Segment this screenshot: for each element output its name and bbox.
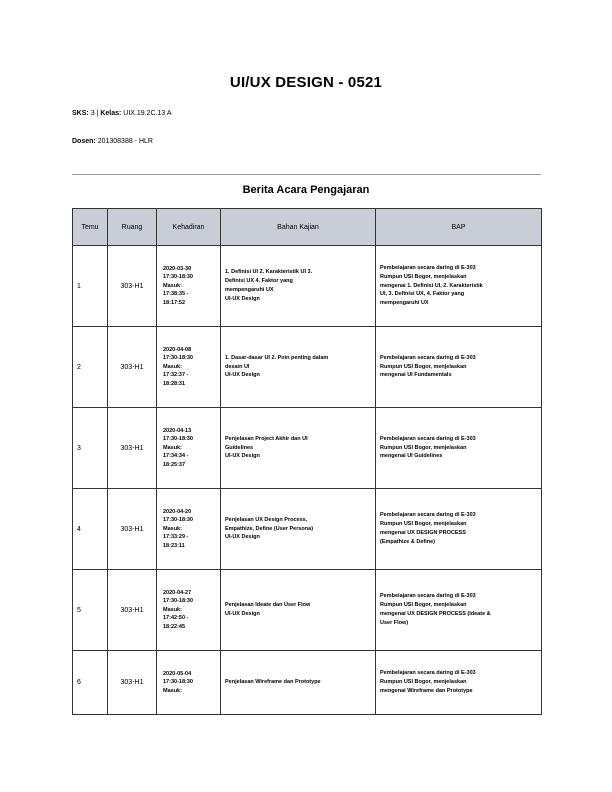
header-kehadiran: Kehadiran [157, 209, 221, 246]
cell-bahan-kajian [221, 570, 376, 651]
cell-kehadiran-line: 17:30-18:30 [163, 598, 193, 605]
header-ruang: Ruang [108, 209, 157, 246]
cell-kehadiran-line: 17:42:50 - [163, 615, 189, 622]
cell-bap-line: mengenai 1. Definisi UI, 2. Karakteristik [380, 282, 483, 289]
cell-bap [376, 327, 542, 408]
cell-temu: 1 [73, 246, 108, 327]
cell-bap-line: mengenai UX DESIGN PROCESS [380, 530, 466, 536]
cell-bap-line: mengenai UI Fundamentals [380, 372, 452, 379]
cell-bap [376, 408, 542, 489]
cell-kehadiran-line: 17:30-18:30 [163, 274, 193, 281]
cell-kehadiran-line: 2020-04-27 [163, 589, 192, 596]
cell-kehadiran-line: 17:30-18:30 [163, 679, 193, 686]
cell-bap [376, 489, 542, 570]
cell-bap-line: Rumpun USI Bogor, menjelaskan [380, 444, 467, 451]
cell-bap-line: User Flow) [380, 619, 409, 626]
cell-kehadiran-line: 2020-04-08 [163, 346, 192, 353]
cell-kehadiran-line: 17:38:35 - [163, 291, 189, 298]
cell-kehadiran [157, 489, 221, 570]
cell-ruang: 303-H1 [108, 246, 157, 327]
table-header-row [73, 209, 542, 246]
table-row [73, 651, 542, 715]
cell-kehadiran-line: 17:34:34 - [163, 453, 189, 460]
cell-kehadiran [157, 408, 221, 489]
cell-bahan-kajian-line: 1. Dasar-dasar UI 2. Poin penting dalam [225, 354, 329, 361]
cell-kehadiran-line: 2020-05-04 [163, 670, 192, 677]
cell-temu: 4 [73, 489, 108, 570]
table-row [73, 489, 542, 570]
cell-bahan-kajian-line: Definisi UX 4. Faktor yang [225, 278, 293, 285]
cell-kehadiran-line: 17:32:37 - [163, 372, 189, 379]
cell-kehadiran [157, 570, 221, 651]
cell-bap [376, 570, 542, 651]
cell-kehadiran-line: 17:33:29 - [163, 534, 189, 541]
cell-bap-line: Pembelajaran secara daring di E-303 [380, 354, 476, 361]
cell-bahan-kajian [221, 489, 376, 570]
table-row [73, 246, 542, 327]
cell-kehadiran-line: Masuk: [163, 363, 182, 370]
cell-ruang: 303-H1 [108, 408, 157, 489]
cell-bap-line: Pembelajaran secara daring di E-303 [380, 593, 476, 600]
cell-bap-line: mempengaruhi UX [380, 300, 429, 307]
dosen-label: Dosen: [72, 138, 96, 145]
cell-kehadiran-line: 18:23:11 [163, 542, 185, 549]
cell-bap-line: Pembelajaran secara daring di E-303 [380, 265, 476, 271]
cell-kehadiran-line: Masuk: [163, 444, 182, 451]
cell-bap-line: mengenai UX DESIGN PROCESS (Ideate & [380, 611, 491, 617]
cell-bap-line: mengenai UI Guidelines [380, 453, 443, 460]
header-bahan-kajian: Bahan Kajian [221, 209, 376, 246]
cell-bahan-kajian-line: UI-UX Design [225, 372, 260, 379]
cell-bahan-kajian-line: UI-UX Design [225, 534, 260, 541]
cell-temu: 5 [73, 570, 108, 651]
section-title: Berita Acara Pengajaran [242, 184, 370, 196]
cell-bahan-kajian-line: Penjelasan Wireframe dan Prototype [225, 679, 321, 686]
cell-bap [376, 651, 542, 715]
cell-kehadiran-line: Masuk: [163, 687, 182, 694]
cell-bahan-kajian-line: Penjelasan Project Akhir dan UI [225, 435, 308, 442]
cell-bahan-kajian-line: 1. Definisi UI 2. Karakteristik UI 3. [225, 269, 313, 276]
cell-kehadiran-line: Masuk: [163, 525, 182, 532]
cell-bap-line: Rumpun USI Bogor, menjelaskan [380, 273, 467, 280]
cell-kehadiran-line: 2020-03-30 [163, 265, 192, 272]
kelas-value: UIX.19.2C.13 A [123, 110, 172, 117]
cell-kehadiran-line: 2020-04-13 [163, 427, 192, 434]
cell-bahan-kajian [221, 327, 376, 408]
cell-bahan-kajian-line: UI-UX Design [225, 295, 260, 302]
divider [72, 174, 541, 175]
cell-bahan-kajian [221, 246, 376, 327]
cell-kehadiran-line: 17:30-18:30 [163, 517, 193, 524]
cell-kehadiran-line: 18:22:45 [163, 623, 186, 630]
cell-bahan-kajian-line: desain UI [225, 363, 250, 370]
cell-bap-line: Pembelajaran secara daring di E-303 [380, 670, 476, 677]
cell-temu: 3 [73, 408, 108, 489]
cell-bap-line: Rumpun USI Bogor, menjelaskan [380, 521, 467, 528]
course-meta [72, 110, 172, 117]
cell-bahan-kajian-line: UI-UX Design [225, 453, 260, 460]
cell-bahan-kajian-line: UI-UX Design [225, 611, 260, 617]
cell-bahan-kajian-line: Empathize, Define (User Persona) [225, 525, 314, 532]
cell-kehadiran-line: 18:28:31 [163, 380, 186, 387]
cell-kehadiran-line: 2020-04-20 [163, 508, 192, 515]
cell-bap-line: UI, 3. Definisi UX, 4. Faktor yang [380, 291, 465, 298]
cell-bap [376, 246, 542, 327]
header-bap: BAP [376, 209, 542, 246]
cell-bap-line: Rumpun USI Bogor, menjelaskan [380, 602, 467, 609]
cell-kehadiran-line: 17:30-18:30 [163, 436, 193, 443]
cell-bahan-kajian-line: Guidelines [225, 444, 254, 451]
dosen-value: 201308388 - HLR [97, 138, 153, 145]
table-body [73, 246, 542, 715]
cell-kehadiran-line: Masuk: [163, 606, 182, 613]
cell-bahan-kajian [221, 408, 376, 489]
sks-label: SKS: [72, 110, 89, 117]
cell-bahan-kajian-line: Penjelasan UX Design Process, [225, 516, 308, 523]
cell-kehadiran-line: 18:25:37 [163, 461, 186, 468]
cell-ruang: 303-H1 [108, 489, 157, 570]
table-row [73, 408, 542, 489]
cell-kehadiran-line: 17:30-18:30 [163, 355, 193, 362]
cell-bahan-kajian-line: mempengaruhi UX [225, 287, 274, 293]
cell-bap-line: mengenai Wireframe dan Prototype [380, 687, 473, 694]
sks-value: 3 [90, 110, 95, 117]
cell-kehadiran-line: Masuk: [163, 282, 182, 289]
page-title: UI/UX DESIGN - 0521 [229, 74, 383, 91]
meta-separator: | [96, 110, 99, 117]
cell-ruang: 303-H1 [108, 570, 157, 651]
cell-temu: 6 [73, 651, 108, 715]
cell-kehadiran [157, 327, 221, 408]
cell-kehadiran-line: 18:17:52 [163, 299, 186, 306]
table-row [73, 570, 542, 651]
cell-bap-line: Pembelajaran secara daring di E-303 [380, 512, 476, 519]
cell-ruang: 303-H1 [108, 327, 157, 408]
cell-temu: 2 [73, 327, 108, 408]
cell-kehadiran [157, 651, 221, 715]
cell-bap-line: Rumpun USI Bogor, menjelaskan [380, 363, 467, 370]
cell-bap-line: (Empathize & Define) [380, 538, 436, 545]
cell-kehadiran [157, 246, 221, 327]
header-temu: Temu [73, 209, 108, 246]
kelas-label: Kelas: [100, 110, 122, 117]
cell-bap-line: Pembelajaran secara daring di E-303 [380, 435, 476, 442]
teaching-record-table [72, 208, 542, 715]
cell-bap-line: Rumpun USI Bogor, menjelaskan [380, 679, 467, 686]
cell-ruang: 303-H1 [108, 651, 157, 715]
table-row [73, 327, 542, 408]
cell-bahan-kajian [221, 651, 376, 715]
lecturer-meta [72, 138, 153, 145]
cell-bahan-kajian-line: Penjelasan Ideate dan User Flow [225, 602, 311, 609]
